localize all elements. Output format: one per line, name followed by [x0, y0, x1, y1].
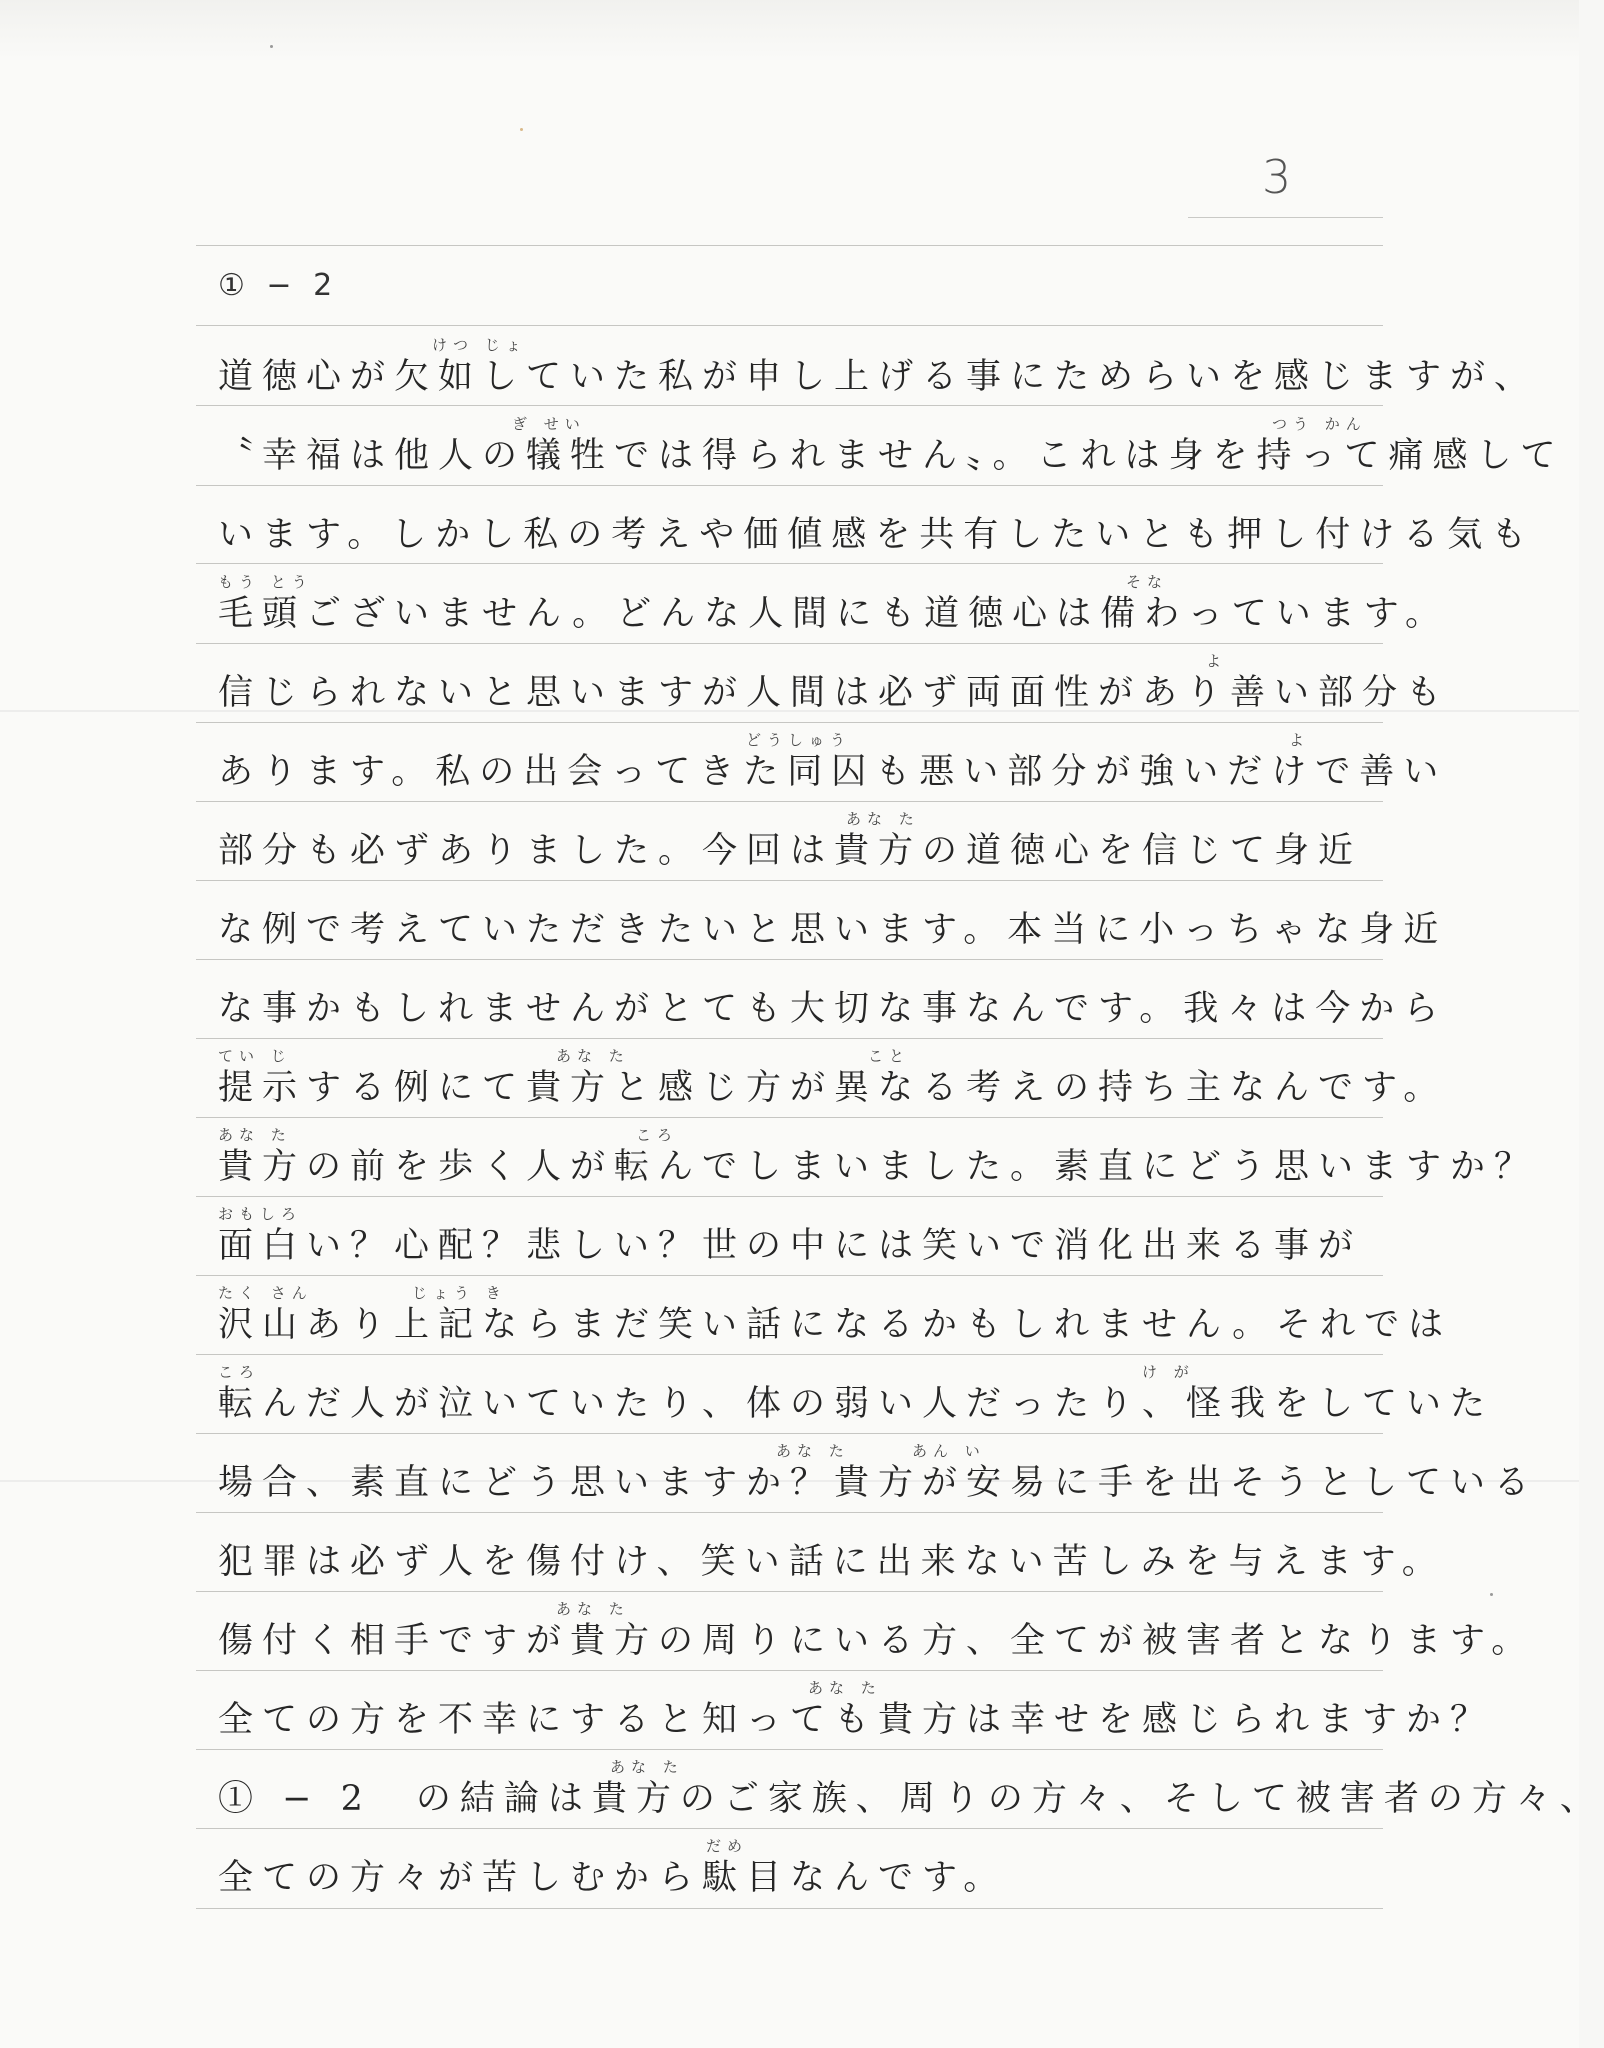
ruled-line	[196, 245, 1383, 246]
ruled-line	[196, 880, 1383, 881]
ruled-line	[196, 1354, 1383, 1355]
furigana: ころ	[218, 1363, 261, 1381]
furigana: つう かん	[1272, 415, 1367, 433]
ruled-line	[196, 1591, 1383, 1592]
ruled-line	[196, 325, 1383, 326]
ruled-line	[196, 563, 1383, 564]
ruled-line	[196, 801, 1383, 802]
text-line: あります。私の出会ってきた同囚も悪い部分が強いだけで善い	[218, 752, 1448, 792]
furigana: よ	[1289, 731, 1311, 749]
furigana: あな た	[218, 1126, 292, 1144]
ruled-line	[196, 1433, 1383, 1434]
furigana: あな た	[610, 1758, 684, 1776]
ruled-line	[196, 485, 1383, 486]
section-label: ① − 2	[218, 268, 339, 303]
furigana: けつ じょ	[432, 336, 527, 354]
furigana: あな た	[776, 1442, 850, 1460]
page-number: 3	[1262, 150, 1292, 204]
page-number-underline	[1188, 217, 1383, 218]
text-line: 提示する例にて貴方と感じ方が異なる考えの持ち主なんです。	[218, 1068, 1448, 1108]
furigana: じょう き	[412, 1284, 507, 1302]
text-line: 貴方の前を歩く人が転んでしまいました。素直にどう思いますか？	[218, 1147, 1539, 1187]
paper-speck	[270, 45, 273, 48]
furigana: あな た	[556, 1047, 630, 1065]
ruled-line	[196, 959, 1383, 960]
ruled-line	[196, 1117, 1383, 1118]
ruled-line	[196, 1512, 1383, 1513]
ruled-line	[196, 1196, 1383, 1197]
paper-speck	[520, 128, 523, 131]
paper-speck	[1490, 1593, 1493, 1596]
text-line: 場合、素直にどう思いますか？貴方が安易に手を出そうとしている	[218, 1463, 1539, 1503]
furigana: だめ	[706, 1837, 749, 1855]
furigana: よ	[1206, 652, 1228, 670]
furigana: そな	[1126, 573, 1169, 591]
furigana: たく さん	[218, 1284, 313, 1302]
text-line: 全ての方々が苦しむから駄目なんです。	[218, 1858, 1008, 1898]
text-line: 部分も必ずありました。今回は貴方の道徳心を信じて身近	[218, 831, 1363, 871]
text-line: 〝幸福は他人の犠牲では得られません〟。これは身を持って痛感して	[218, 436, 1565, 476]
text-line: 傷付く相手ですが貴方の周りにいる方、全てが被害者となります。	[218, 1621, 1536, 1661]
ruled-line	[196, 1749, 1383, 1750]
furigana: どうしゅう	[746, 731, 852, 749]
text-line: います。しかし私の考えや価値感を共有したいとも押し付ける気も	[218, 515, 1536, 555]
text-line: 道徳心が欠如していた私が申し上げる事にためらいを感じますが、	[218, 357, 1539, 397]
text-line: 面白い？心配？悲しい？世の中には笑いで消化出来る事が	[218, 1226, 1363, 1266]
text-line: 全ての方を不幸にすると知っても貴方は幸せを感じられますか？	[218, 1700, 1495, 1740]
text-line: 毛頭ございません。どんな人間にも道徳心は備わっています。	[218, 594, 1449, 634]
furigana: ころ	[636, 1126, 679, 1144]
text-line: 犯罪は必ず人を傷付け、笑い話に出来ない苦しみを与えます。	[218, 1542, 1446, 1582]
ruled-line	[196, 1038, 1383, 1039]
ruled-line	[196, 643, 1383, 644]
text-line: 信じられないと思いますが人間は必ず両面性があり善い部分も	[218, 673, 1451, 713]
furigana: あな た	[808, 1679, 882, 1697]
furigana: あん い	[912, 1442, 986, 1460]
ruled-line	[196, 405, 1383, 406]
ruled-line	[196, 1828, 1383, 1829]
text-line: な事かもしれませんがとても大切な事なんです。我々は今から	[218, 989, 1448, 1029]
furigana: あな た	[556, 1600, 630, 1618]
furigana: け が	[1142, 1363, 1195, 1381]
furigana: こと	[868, 1047, 911, 1065]
furigana: ぎ せい	[512, 415, 586, 433]
furigana: あな た	[846, 810, 920, 828]
ruled-line	[196, 1908, 1383, 1909]
text-line: 転んだ人が泣いていたり、体の弱い人だったり、怪我をしていた	[218, 1384, 1495, 1424]
furigana: おもしろ	[218, 1205, 303, 1223]
text-line: 沢山あり上記ならまだ笑い話になるかもしれません。それでは	[218, 1305, 1453, 1345]
ruled-line	[196, 722, 1383, 723]
text-line: な例で考えていただきたいと思います。本当に小っちゃな身近	[218, 910, 1448, 950]
furigana: てい じ	[218, 1047, 292, 1065]
ruled-line	[196, 1670, 1383, 1671]
furigana: もう とう	[218, 573, 313, 591]
text-line: ① − 2 の結論は貴方のご家族、周りの方々、そして被害者の方々、	[218, 1779, 1604, 1819]
ruled-line	[196, 1275, 1383, 1276]
